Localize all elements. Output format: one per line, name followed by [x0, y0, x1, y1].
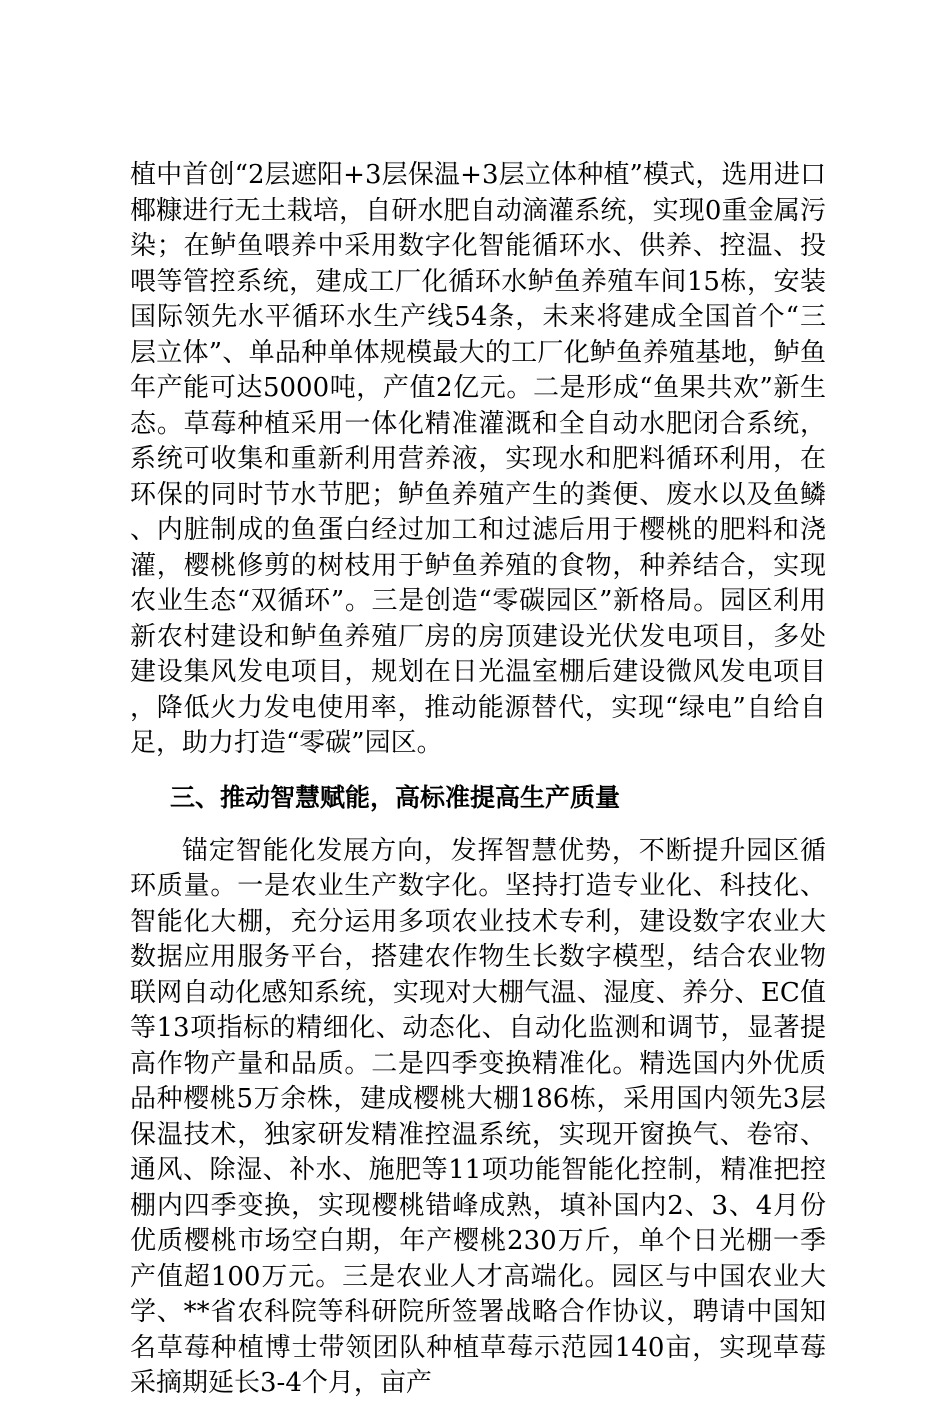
body-paragraph-continued: 植中首创“2层遮阳+3层保温+3层立体种植”模式，选用进口椰糠进行无土栽培，自研水肥自动滴灌系统，实现0重金属污染；在鲈鱼喂养中采用数字化智能循环水、供养、控温、投喂等管控系统，建成工厂化循环水鲈鱼养殖车间15栋，安装国际领先水平循环水生产线54条，未来将建成全国首个“三层立体”、单品种单体规模最大的工厂化鲈鱼养殖基地，鲈鱼年产能可达5000吨，产值2亿元。二是形成“鱼果共欢”新生态。草莓种植采用一体化精准灌溉和全自动水肥闭合系统，系统可收集和重新利用营养液，实现水和肥料循环利用，在环保的同时节水节肥；鲈鱼养殖产生的粪便、废水以及鱼鳞、内脏制成的鱼蛋白经过加工和过滤后用于樱桃的肥料和浇灌，樱桃修剪的树枝用于鲈鱼养殖的食物，种养结合，实现农业生态“双循环”。三是创造“零碳园区”新格局。园区利用新农村建设和鲈鱼养殖厂房的房顶建设光伏发电项目，多处建设集风发电项目，规划在日光温室棚后建设微风发电项目，降低火力发电使用率，推动能源替代，实现“绿电”自给自足，助力打造“零碳”园区。 — [130, 160, 826, 758]
document-body — [130, 158, 826, 1402]
body-paragraph: 锚定智能化发展方向，发挥智慧优势，不断提升园区循环质量。一是农业生产数字化。坚持打造专业化、科技化、智能化大棚，充分运用多项农业技术专利，建设数字农业大数据应用服务平台，搭建农作物生长数字模型，结合农业物联网自动化感知系统，实现对大棚气温、湿度、养分、EC值等13项指标的精细化、动态化、自动化监测和调节，显著提高作物产量和品质。二是四季变换精准化。精选国内外优质品种樱桃5万余株，建成樱桃大棚186栋，采用国内领先3层保温技术，独家研发精准控温系统，实现开窗换气、卷帘、通风、除湿、补水、施肥等11项功能智能化控制，精准把控棚内四季变换，实现樱桃错峰成熟，填补国内2、3、4月份优质樱桃市场空白期，年产樱桃230万斤，单个日光棚一季产值超100万元。三是农业人才高端化。园区与中国农业大学、**省农科院等科研院所签署战略合作协议，聘请中国知名草莓种植博士带领团队种植草莓示范园140亩，实现草莓采摘期延长3-4个月，亩产 — [130, 835, 826, 1398]
section-heading: 三、推动智慧赋能，高标准提高生产质量 — [170, 782, 621, 812]
